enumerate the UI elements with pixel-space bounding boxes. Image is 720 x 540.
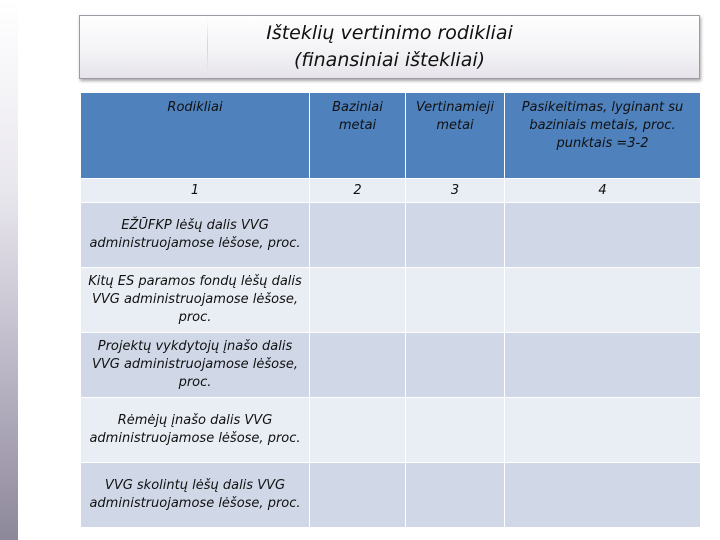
title-line-2: (finansiniai ištekliai) (293, 49, 486, 71)
cell-evaluated-year (406, 333, 505, 398)
row-label: EŽŪFKP lėšų dalis VVG administruojamose lėšose, proc. (81, 203, 310, 268)
table-row (81, 463, 701, 528)
table-row (81, 398, 701, 463)
cell-evaluated-year (406, 268, 505, 333)
table-header-row (81, 93, 701, 179)
page-title (80, 20, 699, 74)
cell-evaluated-year (406, 203, 505, 268)
cell-base-year (310, 463, 406, 528)
cell-base-year (310, 398, 406, 463)
cell-change (505, 203, 701, 268)
cell-change (505, 463, 701, 528)
header-indicators: Rodikliai (81, 93, 310, 179)
column-number: 1 (81, 179, 310, 203)
cell-change (505, 398, 701, 463)
row-label: Kitų ES paramos fondų lėšų dalis VVG administruojamose lėšose, proc. (81, 268, 310, 333)
row-label: Rėmėjų įnašo dalis VVG administruojamose lėšose, proc. (81, 398, 310, 463)
cell-evaluated-year (406, 463, 505, 528)
indicators-table (80, 92, 701, 528)
cell-change (505, 268, 701, 333)
row-label: Projektų vykdytojų įnašo dalis VVG administruojamose lėšose, proc. (81, 333, 310, 398)
cell-base-year (310, 203, 406, 268)
title-box (79, 15, 700, 79)
header-change: Pasikeitimas, lyginant su baziniais metais, proc. punktais =3-2 (505, 93, 701, 179)
column-number: 3 (406, 179, 505, 203)
table-row (81, 203, 701, 268)
cell-base-year (310, 268, 406, 333)
header-base-year: Baziniai metai (310, 93, 406, 179)
left-decorative-bar (0, 0, 18, 540)
table-row (81, 268, 701, 333)
cell-evaluated-year (406, 398, 505, 463)
cell-change (505, 333, 701, 398)
header-evaluated-year: Vertinamieji metai (406, 93, 505, 179)
row-label: VVG skolintų lėšų dalis VVG administruojamose lėšose, proc. (81, 463, 310, 528)
cell-base-year (310, 333, 406, 398)
column-number: 2 (310, 179, 406, 203)
column-number-row (81, 179, 701, 203)
table-row (81, 333, 701, 398)
column-number: 4 (505, 179, 701, 203)
title-line-1: Išteklių vertinimo rodikliai (266, 22, 513, 44)
